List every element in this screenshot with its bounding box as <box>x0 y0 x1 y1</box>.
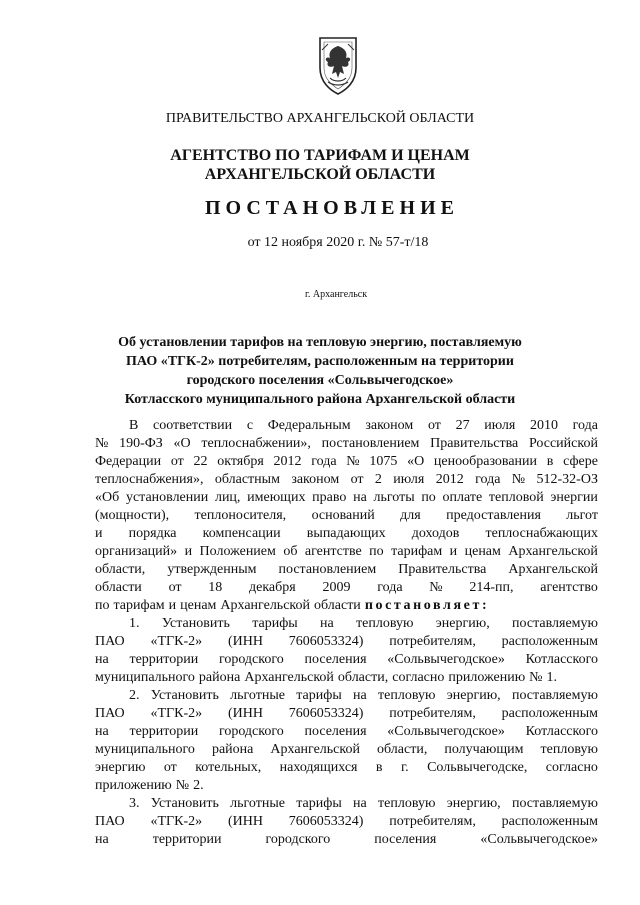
body-line: по тарифам и ценам Архангельской области постановляет: <box>95 598 490 613</box>
body-line: области от 18 декабря 2009 года № 214-пп, агентство <box>95 580 598 595</box>
body-line: муниципального района Архангельской области, получающим тепловую <box>95 742 598 757</box>
agency-line-2: АРХАНГЕЛЬСКОЙ ОБЛАСТИ <box>204 166 436 183</box>
body-line: 2. Установить льготные тарифы на тепловую энергию, поставляемую <box>129 688 598 703</box>
subject-line-3: городского поселения «Сольвычегодское» <box>186 373 454 388</box>
coat-of-arms-icon <box>308 34 368 98</box>
document-date-number: от 12 ноября 2020 г. № 57-т/18 <box>247 235 429 250</box>
body-line: области, утвержденным постановлением Правительства Архангельской <box>95 562 598 577</box>
body-line: на территории городского поселения «Сольвычегодское» <box>95 832 598 847</box>
body-line: на территории городского поселения «Сольвычегодское» Котласского <box>95 652 598 667</box>
body-line: Федерации от 22 октября 2012 года № 1075 «О ценообразовании в сфере <box>95 454 598 469</box>
document-body <box>95 417 598 849</box>
subject-line-2: ПАО «ТГК-2» потребителям, расположенным на территории <box>126 354 514 369</box>
body-line: (мощности), теплоносителя, оснований для предоставления льгот <box>95 508 598 523</box>
body-line: на территории городского поселения «Сольвычегодское» Котласского <box>95 724 598 739</box>
body-line: и порядка компенсации выпадающих доходов теплоснабжающих <box>95 526 598 541</box>
body-line: муниципального района Архангельской области, согласно приложению № 1. <box>95 670 558 685</box>
body-line: ПАО «ТГК-2» (ИНН 7606053324) потребителям, расположенным <box>95 814 598 829</box>
body-line: В соответствии с Федеральным законом от 27 июля 2010 года <box>129 418 598 433</box>
body-line: организаций» и Положением об агентстве по тарифам и ценам Архангельской <box>95 544 598 559</box>
body-line: приложению № 2. <box>95 778 204 793</box>
resolves-word: постановляет: <box>364 598 490 613</box>
body-line: теплоснабжения», областным законом от 2 июля 2012 года № 512-32-ОЗ <box>95 472 598 487</box>
body-line: «Об установлении лиц, имеющих право на льготы по оплате тепловой энергии <box>95 490 598 505</box>
agency-name <box>0 146 640 184</box>
body-line: энергию от котельных, находящихся в г. Сольвычегодске, согласно <box>95 760 598 775</box>
subject-line-1: Об установлении тарифов на тепловую энергию, поставляемую <box>118 335 522 350</box>
document-subject <box>0 333 640 409</box>
government-name: ПРАВИТЕЛЬСТВО АРХАНГЕЛЬСКОЙ ОБЛАСТИ <box>165 111 475 126</box>
body-line: ПАО «ТГК-2» (ИНН 7606053324) потребителям, расположенным <box>95 706 598 721</box>
document-city: г. Архангельск <box>304 289 368 300</box>
document-title: ПОСТАНОВЛЕНИЕ <box>205 197 459 219</box>
body-line: ПАО «ТГК-2» (ИНН 7606053324) потребителям, расположенным <box>95 634 598 649</box>
body-line: 1. Установить тарифы на тепловую энергию, поставляемую <box>129 616 598 631</box>
agency-line-1: АГЕНТСТВО ПО ТАРИФАМ И ЦЕНАМ <box>170 147 470 164</box>
body-line: № 190-ФЗ «О теплоснабжении», постановлением Правительства Российской <box>95 436 598 451</box>
subject-line-4: Котласского муниципального района Архангельской области <box>124 392 516 407</box>
body-line: 3. Установить льготные тарифы на тепловую энергию, поставляемую <box>129 796 598 811</box>
